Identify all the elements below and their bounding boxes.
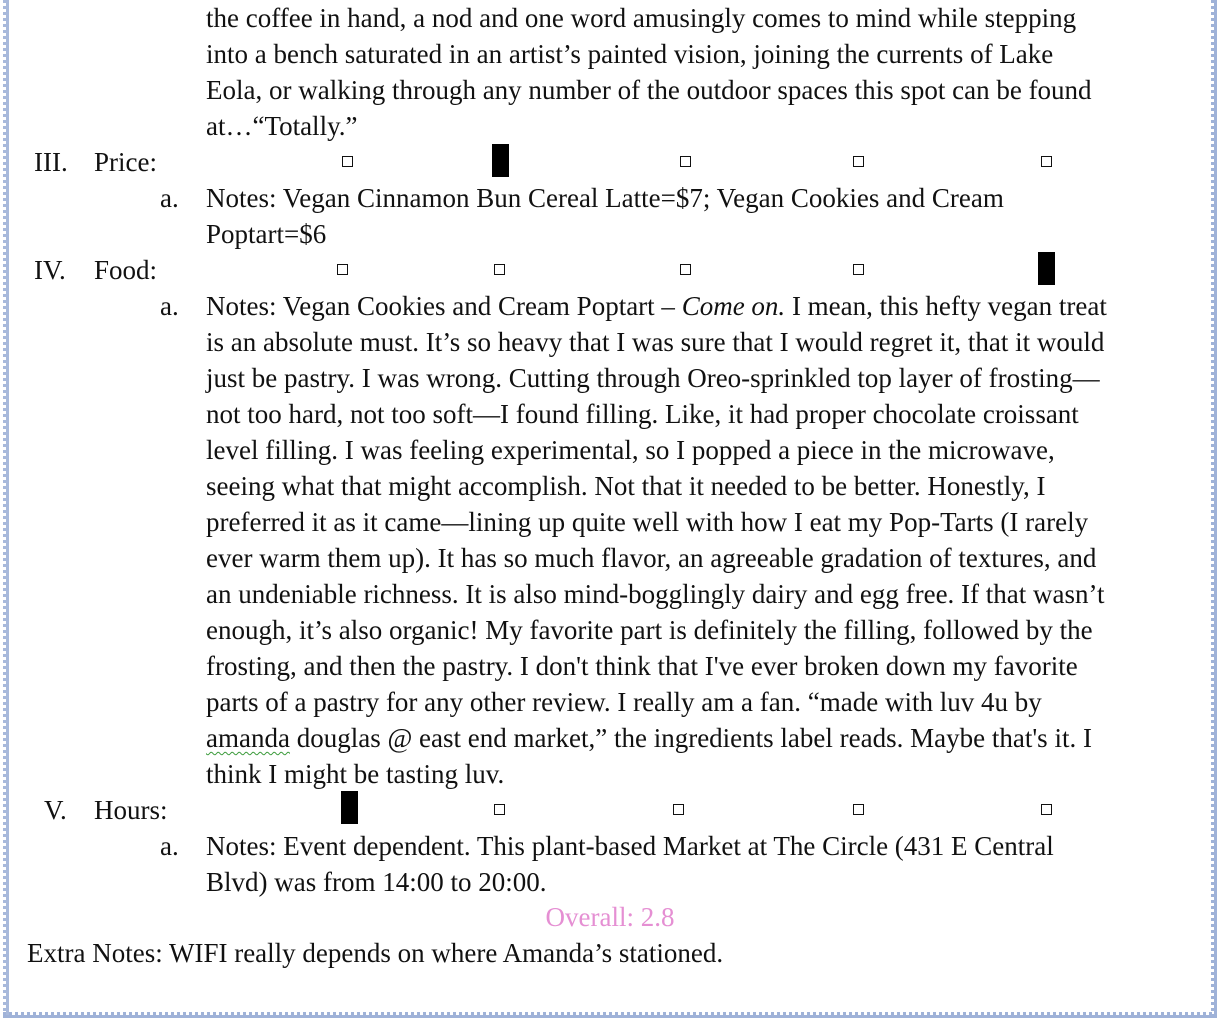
notes-suffix: douglas @ east end market,” the ingredients label reads. Maybe that's it. I [289,723,1092,753]
sub-letter: a. [160,291,179,321]
notes-line: Notes: Event dependent. This plant-based Market at The Circle (431 E Central [206,831,1054,861]
spellcheck-flagged-word[interactable]: amanda [206,723,290,753]
notes-line: preferred it as it came—lining up quite well with how I eat my Pop-Tarts (I rarely [206,507,1089,537]
notes-line: not too hard, not too soft—I found filling. Like, it had proper chocolate croissant [206,399,1079,429]
rating-box-1 [342,156,353,167]
notes-line: seeing what that might accomplish. Not that it needed to be better. Honestly, I [206,471,1046,501]
rating-box-3 [680,264,691,275]
notes-line: ever warm them up). It has so much flavor, an agreeable gradation of textures, and [206,543,1097,573]
page-border-right [1211,0,1217,1016]
notes-line [206,288,1107,324]
rating-box-3 [673,804,684,815]
notes-line: Blvd) was from 14:00 to 20:00. [206,867,547,897]
notes-line: just be pastry. I was wrong. Cutting through Oreo-sprinkled top layer of frosting— [206,363,1100,393]
notes-line: frosting, and then the pastry. I don't think that I've ever broken down my favorite [206,651,1078,681]
notes-line: parts of a pastry for any other review. I really am a fan. “made with luv 4u by [206,687,1042,717]
section-numeral: III. [34,147,68,177]
section-numeral: IV. [34,255,66,285]
notes-prefix: Notes: Vegan Cookies and Cream Poptart – [206,291,682,321]
sub-letter: a. [160,831,179,861]
page-border-left [3,0,9,1016]
section-numeral: V. [44,795,67,825]
paragraph-line: into a bench saturated in an artist’s painted vision, joining the currents of Lake [206,39,1054,69]
notes-line: an undeniable richness. It is also mind-bogglingly dairy and egg free. If that wasn’t [206,579,1105,609]
notes-line: Notes: Vegan Cinnamon Bun Cereal Latte=$7; Vegan Cookies and Cream [206,183,1004,213]
rating-box-5-selected [1038,252,1055,285]
notes-line: think I might be tasting luv. [206,759,505,789]
notes-emphasis: Come on. [681,291,786,321]
rating-box-1-selected [341,791,358,824]
overall-score: Overall: 2.8 [545,902,675,932]
rating-box-2 [494,264,505,275]
rating-box-4 [853,804,864,815]
paragraph-line: at…“Totally.” [206,111,358,141]
rating-box-2-selected [492,144,509,177]
rating-box-5 [1041,804,1052,815]
paragraph-line: the coffee in hand, a nod and one word amusingly comes to mind while stepping [206,3,1077,33]
rating-box-5 [1041,156,1052,167]
notes-suffix: I mean, this hefty vegan treat [785,291,1107,321]
notes-line: level filling. I was feeling experimental, so I popped a piece in the microwave, [206,435,1055,465]
notes-line: Poptart=$6 [206,219,327,249]
section-label-price: Price: [94,147,157,177]
rating-box-1 [337,264,348,275]
notes-line: enough, it’s also organic! My favorite part is definitely the filling, followed by the [206,615,1093,645]
rating-box-3 [680,156,691,167]
paragraph-line: Eola, or walking through any number of the outdoor spaces this spot can be found [206,75,1092,105]
notes-line [206,720,1092,756]
section-label-hours: Hours: [94,795,168,825]
page-border-bottom [3,1012,1217,1018]
rating-box-4 [853,264,864,275]
section-label-food: Food: [94,255,158,285]
extra-notes: Extra Notes: WIFI really depends on where Amanda’s stationed. [27,938,724,968]
notes-line: is an absolute must. It’s so heavy that I was sure that I would regret it, that it would [206,327,1105,357]
rating-box-4 [853,156,864,167]
rating-box-2 [494,804,505,815]
sub-letter: a. [160,183,179,213]
